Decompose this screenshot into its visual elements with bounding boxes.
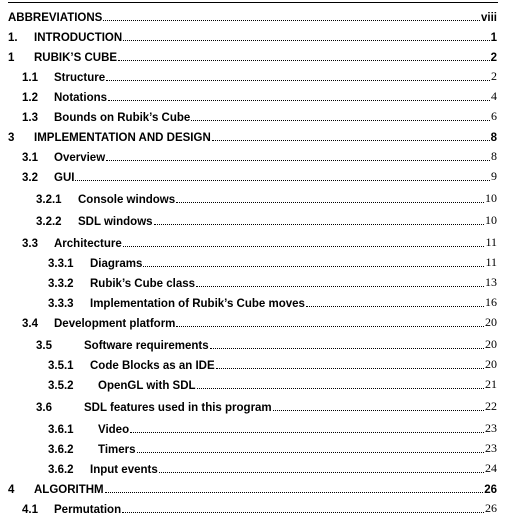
dot-leader <box>212 140 490 141</box>
toc-title: RUBIK’S CUBE <box>34 52 118 64</box>
toc-title: ALGORITHM <box>34 484 104 496</box>
toc-number: 3.3.1 <box>48 258 74 270</box>
toc-title: Implementation of Rubik’s Cube moves <box>90 298 305 310</box>
toc-title: SDL windows <box>78 216 153 228</box>
dot-leader <box>75 180 490 181</box>
toc-page-number: 8 <box>490 132 497 144</box>
toc-entry-console-windows[interactable] <box>36 186 497 206</box>
toc-title: Diagrams <box>90 258 143 270</box>
dot-leader <box>143 266 484 267</box>
dot-leader <box>106 160 490 161</box>
toc-title: Bounds on Rubik’s Cube <box>54 112 191 124</box>
toc-entry-rubiks-cube[interactable] <box>8 44 497 64</box>
dot-leader <box>176 326 484 327</box>
toc-page-number: viii <box>481 12 497 24</box>
dot-leader <box>191 120 490 121</box>
toc-number: 3.5 <box>36 340 52 352</box>
dot-leader <box>216 368 484 369</box>
toc-number: 3.3.2 <box>48 278 74 290</box>
dot-leader <box>106 80 490 81</box>
toc-number: 1.2 <box>22 92 38 104</box>
toc-title: Structure <box>54 72 106 84</box>
toc-number: 3.1 <box>22 152 38 164</box>
dot-leader <box>197 388 484 389</box>
toc-number: 3.5.2 <box>48 380 74 392</box>
toc-entry-introduction[interactable] <box>8 24 497 44</box>
toc-entry-overview[interactable] <box>22 144 497 164</box>
toc-entry-software-req[interactable] <box>36 332 497 352</box>
toc-title: Software requirements <box>84 340 209 352</box>
toc-number: 3.2.2 <box>36 216 62 228</box>
toc-number: 3.6.2 <box>48 444 74 456</box>
dot-leader <box>123 40 489 41</box>
toc-number: 1 <box>8 52 15 64</box>
top-rule <box>8 2 498 3</box>
toc-page-number: 21 <box>485 377 497 391</box>
toc-title: Timers <box>98 444 136 456</box>
toc-number: 3.6 <box>36 402 52 414</box>
toc-entry-implementation[interactable] <box>8 124 497 144</box>
toc-number: 3.4 <box>22 318 38 330</box>
toc-title: OpenGL with SDL <box>98 380 196 392</box>
dot-leader <box>273 410 484 411</box>
dot-leader <box>123 246 485 247</box>
toc-title: Architecture <box>54 238 122 250</box>
dot-leader <box>118 60 490 61</box>
toc-title: SDL features used in this program <box>84 402 272 414</box>
toc-page-number: 4 <box>491 89 497 103</box>
toc-page-number: 2 <box>491 69 497 83</box>
toc-entry-opengl[interactable] <box>48 372 497 392</box>
toc-entry-gui[interactable] <box>22 164 497 184</box>
toc-page-number: 16 <box>485 295 497 309</box>
toc-title: GUI <box>54 172 75 184</box>
toc-title: Permutation <box>54 504 122 516</box>
toc-entry-timers[interactable] <box>48 436 497 456</box>
toc-entry-sdl-features[interactable] <box>36 394 497 414</box>
toc-page-number: 6 <box>491 109 497 123</box>
toc-title: Overview <box>54 152 106 164</box>
toc-entry-moves[interactable] <box>48 290 497 310</box>
toc-page-number: 9 <box>491 169 497 183</box>
toc-title: INTRODUCTION <box>34 32 123 44</box>
toc-page-number: 2 <box>490 52 497 64</box>
toc-page-number: 22 <box>485 399 497 413</box>
dot-leader <box>108 100 490 101</box>
toc-entry-input-events[interactable] <box>48 456 497 476</box>
toc-entry-notations[interactable] <box>22 84 497 104</box>
dot-leader <box>130 432 484 433</box>
toc-number: 4.1 <box>22 504 38 516</box>
toc-title: IMPLEMENTATION AND DESIGN <box>34 132 211 144</box>
dot-leader <box>122 512 484 513</box>
toc-entry-diagrams[interactable] <box>48 250 497 270</box>
toc-number: 1.1 <box>22 72 38 84</box>
dot-leader <box>176 202 484 203</box>
toc-page-number: 10 <box>485 213 497 227</box>
dot-leader <box>306 306 484 307</box>
toc-entry-video[interactable] <box>48 416 497 436</box>
toc-page-number: 20 <box>485 337 497 351</box>
toc-number: 3.5.1 <box>48 360 74 372</box>
toc-page-number: 23 <box>485 421 497 435</box>
toc-number: 3.6.1 <box>48 424 74 436</box>
toc-page-number: 13 <box>485 275 497 289</box>
toc-number: 1. <box>8 32 18 44</box>
toc-page-number: 26 <box>485 501 497 515</box>
toc-title: Code Blocks as an IDE <box>90 360 215 372</box>
toc-title: ABBREVIATIONS <box>8 12 103 24</box>
dot-leader <box>154 224 484 225</box>
toc-number: 3.3.3 <box>48 298 74 310</box>
toc-number: 4 <box>8 484 15 496</box>
toc-entry-bounds[interactable] <box>22 104 497 124</box>
toc-title: Rubik’s Cube class <box>90 278 196 290</box>
toc-number: 3 <box>8 132 15 144</box>
toc-title: Input events <box>90 464 158 476</box>
toc-number: 3.2.1 <box>36 194 62 206</box>
dot-leader <box>105 492 484 493</box>
toc-title: Video <box>98 424 130 436</box>
toc-entry-algorithm[interactable] <box>8 476 497 496</box>
dot-leader <box>159 472 484 473</box>
toc-entry-architecture[interactable] <box>22 230 497 250</box>
toc-entry-permutation[interactable] <box>22 496 497 516</box>
toc-entry-dev-platform[interactable] <box>22 310 497 330</box>
dot-leader <box>103 20 480 21</box>
toc-entry-codeblocks[interactable] <box>48 352 497 372</box>
toc-page-number: 24 <box>485 461 497 475</box>
toc-title: Development platform <box>54 318 176 330</box>
toc-title: Notations <box>54 92 108 104</box>
toc-page-number: 20 <box>485 315 497 329</box>
toc-page-number: 10 <box>485 191 497 205</box>
toc-title: Console windows <box>78 194 176 206</box>
dot-leader <box>210 348 484 349</box>
toc-page-number: 1 <box>490 32 497 44</box>
toc-entry-sdl-windows[interactable] <box>36 208 497 228</box>
toc-entry-structure[interactable] <box>22 64 497 84</box>
dot-leader <box>137 452 484 453</box>
dot-leader <box>196 286 484 287</box>
toc-number: 3.3 <box>22 238 38 250</box>
toc-page-number: 8 <box>491 149 497 163</box>
toc-number: 1.3 <box>22 112 38 124</box>
toc-entry-abbreviations[interactable] <box>8 4 497 24</box>
toc-number: 3.2 <box>22 172 38 184</box>
toc-page-number: 23 <box>485 441 497 455</box>
toc-number: 3.6.2 <box>48 464 74 476</box>
toc-page-number: 20 <box>485 357 497 371</box>
toc-page-number: 11 <box>485 235 497 249</box>
toc-entry-cube-class[interactable] <box>48 270 497 290</box>
toc-page-number: 26 <box>484 484 497 496</box>
toc-page-number: 11 <box>485 255 497 269</box>
